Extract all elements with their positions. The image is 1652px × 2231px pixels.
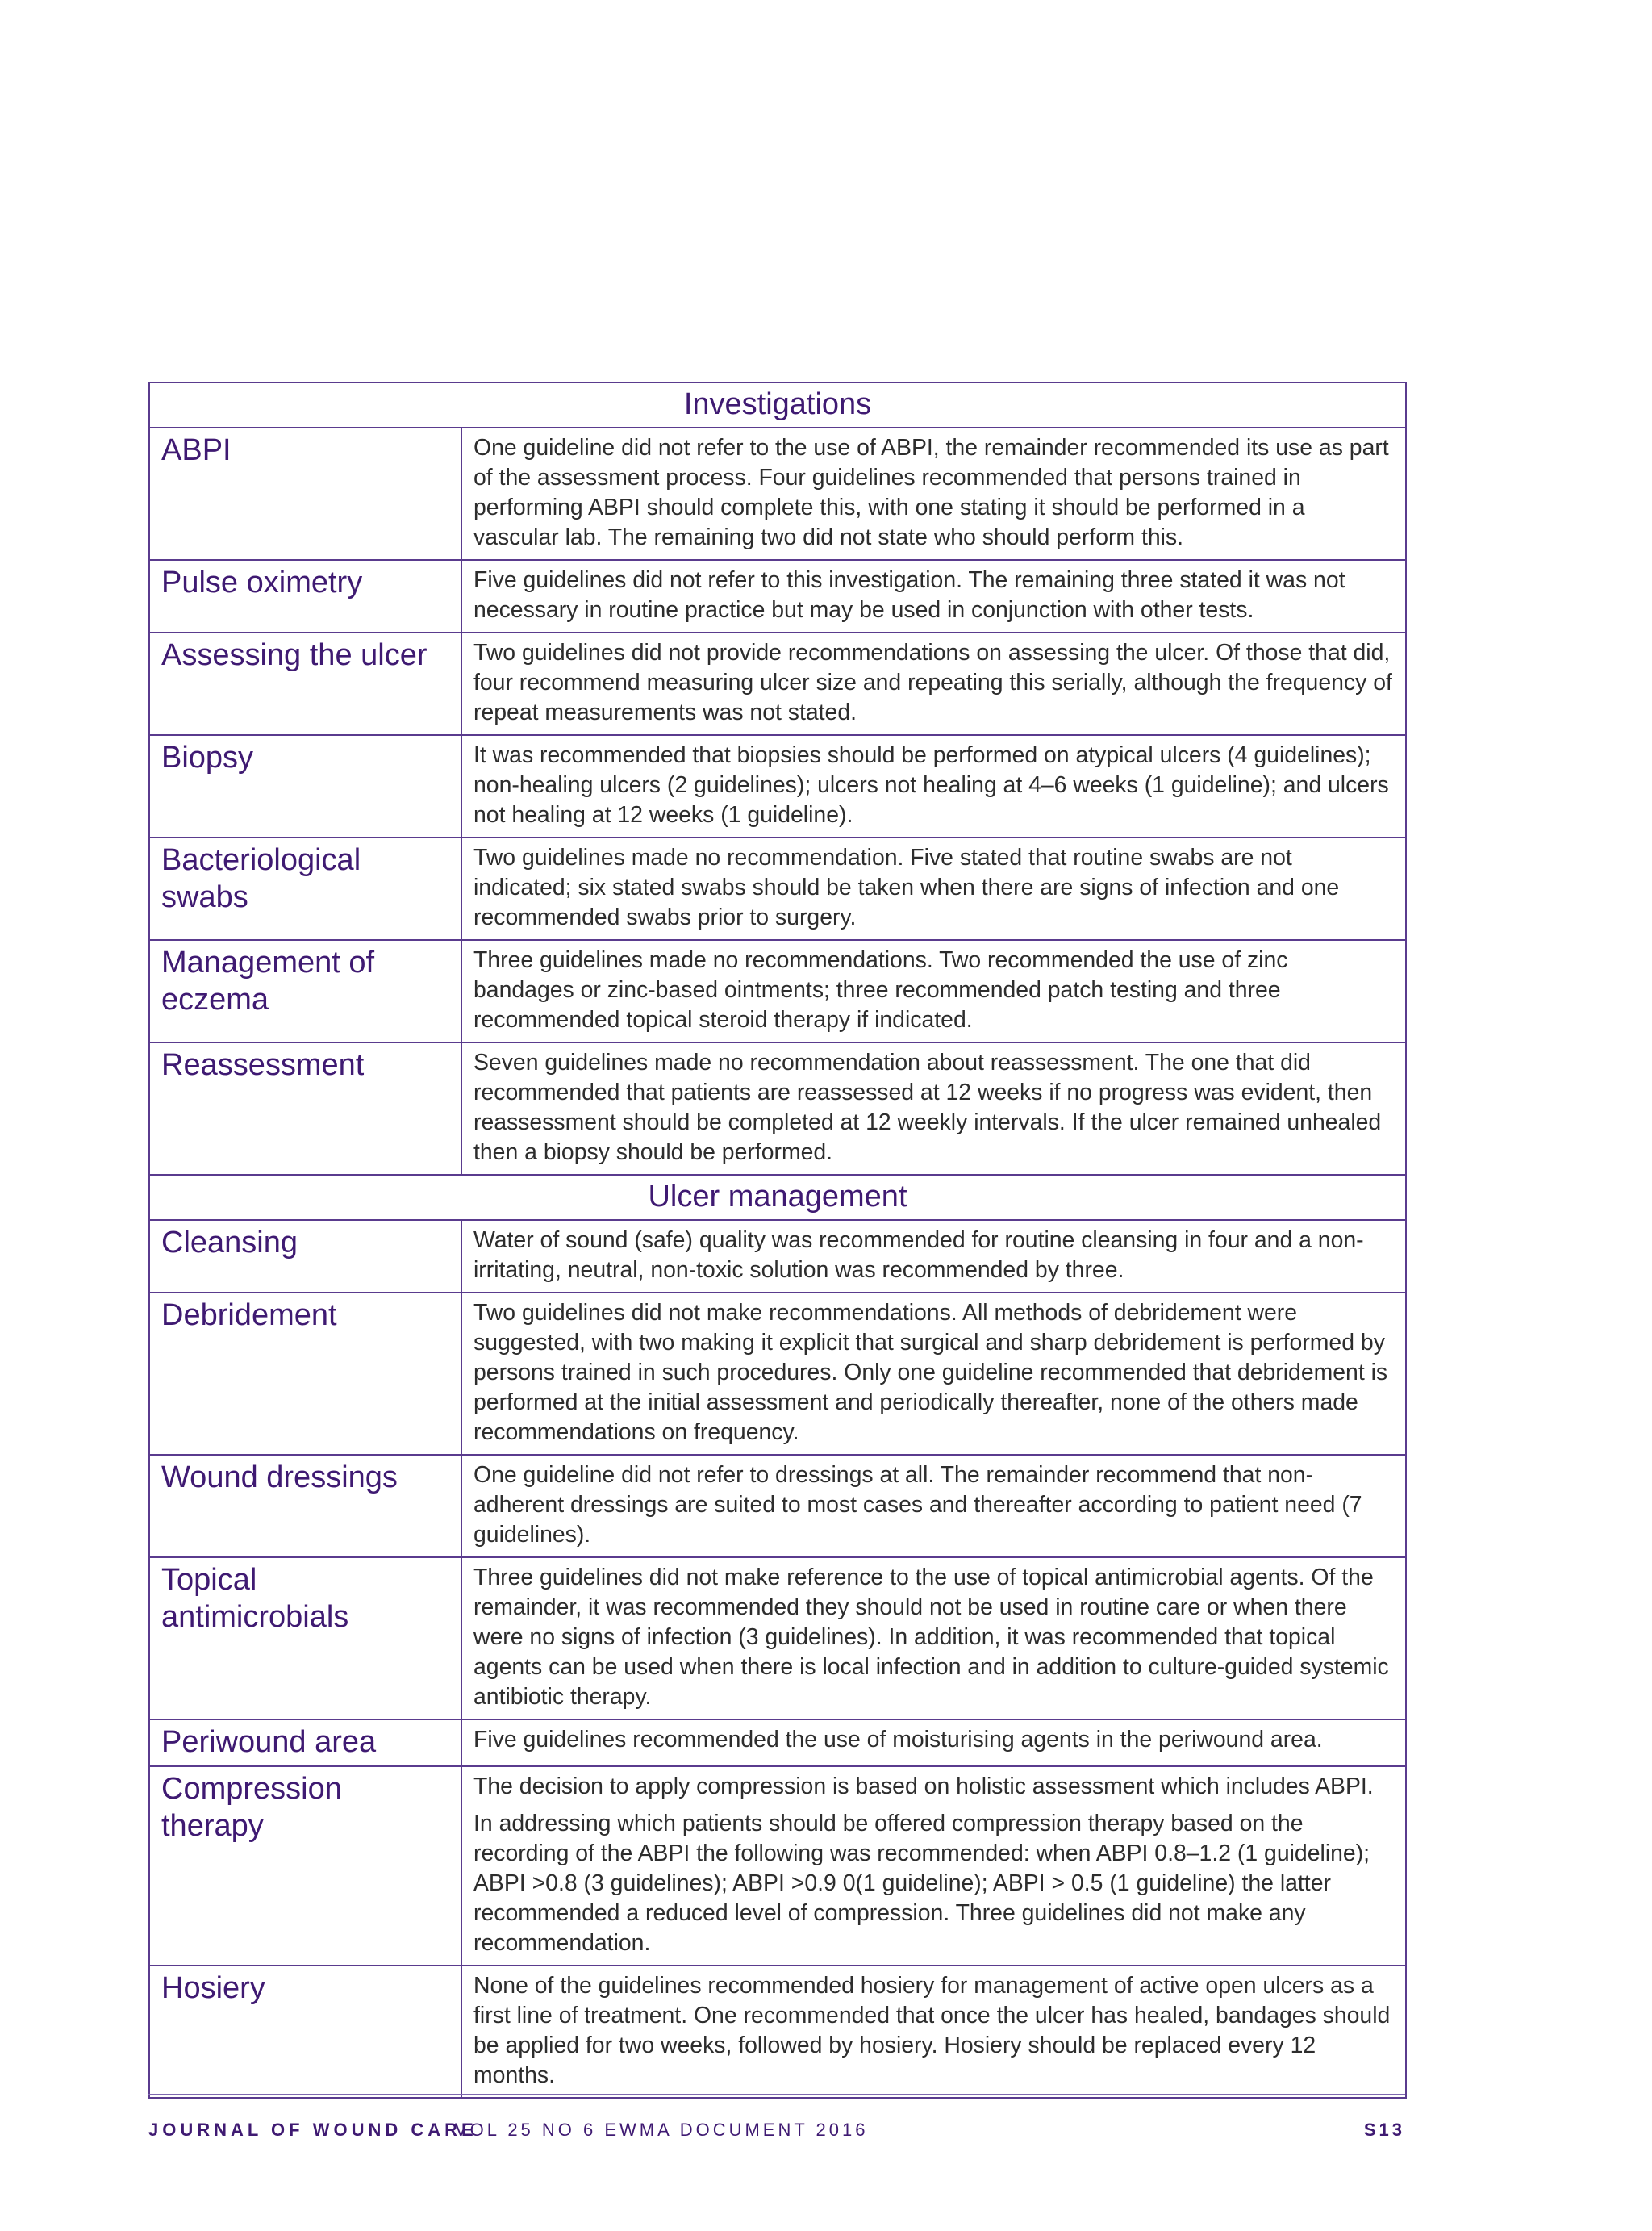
- table-row: [149, 1220, 1406, 1293]
- description-paragraph: It was recommended that biopsies should be performed on atypical ulcers (4 guidelines); non-healing ulcers (2 guidelines); ulcers not healing at 4–6 weeks (1 guideline); and ulcers not healing at 12 weeks (1 guideline).: [473, 742, 1389, 828]
- section-header-row: [149, 1175, 1406, 1220]
- description-paragraph: Three guidelines made no recommendations. Two recommended the use of zinc bandages or zinc-based ointments; three recommended patch testing and three recommended topical steroid therapy if indicated.: [473, 947, 1288, 1033]
- table-row: [149, 633, 1406, 735]
- page-footer: [148, 2094, 1405, 2140]
- row-label: Management of eczema: [149, 940, 461, 1042]
- description-paragraph: None of the guidelines recommended hosiery for management of active open ulcers as a first line of treatment. One recommended that once the ulcer has healed, bandages should be applied for two weeks, followed by hosiery. Hosiery should be replaced every 12 months.: [473, 1973, 1391, 2088]
- row-description: [461, 1455, 1406, 1557]
- footer-issue-info: VOL 25 NO 6 EWMA DOCUMENT 2016: [455, 2120, 869, 2140]
- row-description: [461, 940, 1406, 1042]
- table-row: [149, 735, 1406, 838]
- description-paragraph: Two guidelines made no recommendation. Five stated that routine swabs are not indicated; six stated swabs should be taken when there are signs of infection and one recommended swabs prior to surgery.: [473, 845, 1340, 930]
- description-paragraph: Five guidelines recommended the use of moisturising agents in the periwound area.: [473, 1727, 1323, 1753]
- row-label: Wound dressings: [149, 1455, 461, 1557]
- footer-journal-name: JOURNAL OF WOUND CARE: [148, 2120, 478, 2140]
- row-label: Reassessment: [149, 1042, 461, 1175]
- section-header-row: [149, 382, 1406, 428]
- row-label: Periwound area: [149, 1719, 461, 1766]
- table-body: [149, 382, 1406, 2098]
- row-label: Pulse oximetry: [149, 560, 461, 633]
- description-paragraph: Water of sound (safe) quality was recommended for routine cleansing in four and a non-irritating, neutral, non-toxic solution was recommended by three.: [473, 1227, 1364, 1283]
- table-row: [149, 838, 1406, 940]
- description-paragraph: Three guidelines did not make reference to the use of topical antimicrobial agents. Of the remainder, it was recommended they should not be used in routine care or when there were no signs of infection (3 guidelines). In addition, it was recommended that topical agents can be used when there is local infection and in addition to culture-guided systemic antibiotic therapy.: [473, 1565, 1389, 1710]
- table-row: [149, 428, 1406, 560]
- description-paragraph: Five guidelines did not refer to this investigation. The remaining three stated it was not necessary in routine practice but may be used in conjunction with other tests.: [473, 567, 1345, 623]
- row-description: [461, 1966, 1406, 2098]
- table-row: [149, 1455, 1406, 1557]
- row-label: Compression therapy: [149, 1766, 461, 1966]
- row-label: Bacteriological swabs: [149, 838, 461, 940]
- row-description: [461, 735, 1406, 838]
- guideline-summary-table-container: [148, 382, 1405, 2099]
- table-row: [149, 1557, 1406, 1719]
- row-label: Debridement: [149, 1293, 461, 1455]
- table-row: [149, 1966, 1406, 2098]
- description-paragraph: Two guidelines did not provide recommendations on assessing the ulcer. Of those that did, four recommend measuring ulcer size and repeating this serially, although the frequency of repeat measurements was not stated.: [473, 640, 1392, 725]
- row-label: Topical antimicrobials: [149, 1557, 461, 1719]
- footer-page-number: S13: [1363, 2120, 1405, 2140]
- row-label: Biopsy: [149, 735, 461, 838]
- row-label: Assessing the ulcer: [149, 633, 461, 735]
- table-row: [149, 1719, 1406, 1766]
- section-title: Investigations: [149, 382, 1406, 428]
- row-description: [461, 1557, 1406, 1719]
- description-paragraph: Two guidelines did not make recommendations. All methods of debridement were suggested, with two making it explicit that surgical and sharp debridement is performed by persons trained in such procedures. Only one guideline recommended that debridement is performed at the initial assessment and periodically thereafter, none of the others made recommendations on frequency.: [473, 1300, 1388, 1445]
- guideline-summary-table: [148, 382, 1407, 2099]
- table-row: [149, 1293, 1406, 1455]
- table-row: [149, 940, 1406, 1042]
- row-description: [461, 560, 1406, 633]
- description-paragraph: One guideline did not refer to the use of ABPI, the remainder recommended its use as part of the assessment process. Four guidelines recommended that persons trained in performing ABPI should complete this, with one stating it should be performed in a vascular lab. The remaining two did not state who should perform this.: [473, 435, 1389, 550]
- description-paragraph: One guideline did not refer to dressings at all. The remainder recommend that non-adherent dressings are suited to most cases and thereafter according to patient need (7 guidelines).: [473, 1462, 1362, 1548]
- description-paragraph: Seven guidelines made no recommendation about reassessment. The one that did recommended that patients are reassessed at 12 weeks if no progress was evident, then reassessment should be completed at 12 weekly intervals. If the ulcer remained unhealed then a biopsy should be performed.: [473, 1050, 1382, 1165]
- row-description: [461, 428, 1406, 560]
- table-row: [149, 560, 1406, 633]
- row-description: [461, 1220, 1406, 1293]
- row-description: [461, 1719, 1406, 1766]
- description-paragraph: In addressing which patients should be offered compression therapy based on the recording of the ABPI the following was recommended: when ABPI 0.8–1.2 (1 guideline); ABPI >0.8 (3 guidelines); ABPI >0.9 0(1 guideline); ABPI > 0.5 (1 guideline) the latter recommended a reduced level of compression. Three guidelines did not make any recommendation.: [473, 1811, 1370, 1956]
- row-description: [461, 1766, 1406, 1966]
- row-description: [461, 838, 1406, 940]
- table-row: [149, 1042, 1406, 1175]
- row-description: [461, 1293, 1406, 1455]
- row-description: [461, 633, 1406, 735]
- row-label: ABPI: [149, 428, 461, 560]
- row-label: Cleansing: [149, 1220, 461, 1293]
- row-label: Hosiery: [149, 1966, 461, 2098]
- row-description: [461, 1042, 1406, 1175]
- table-row: [149, 1766, 1406, 1966]
- section-title: Ulcer management: [149, 1175, 1406, 1220]
- description-paragraph: The decision to apply compression is based on holistic assessment which includes ABPI.: [473, 1774, 1374, 1799]
